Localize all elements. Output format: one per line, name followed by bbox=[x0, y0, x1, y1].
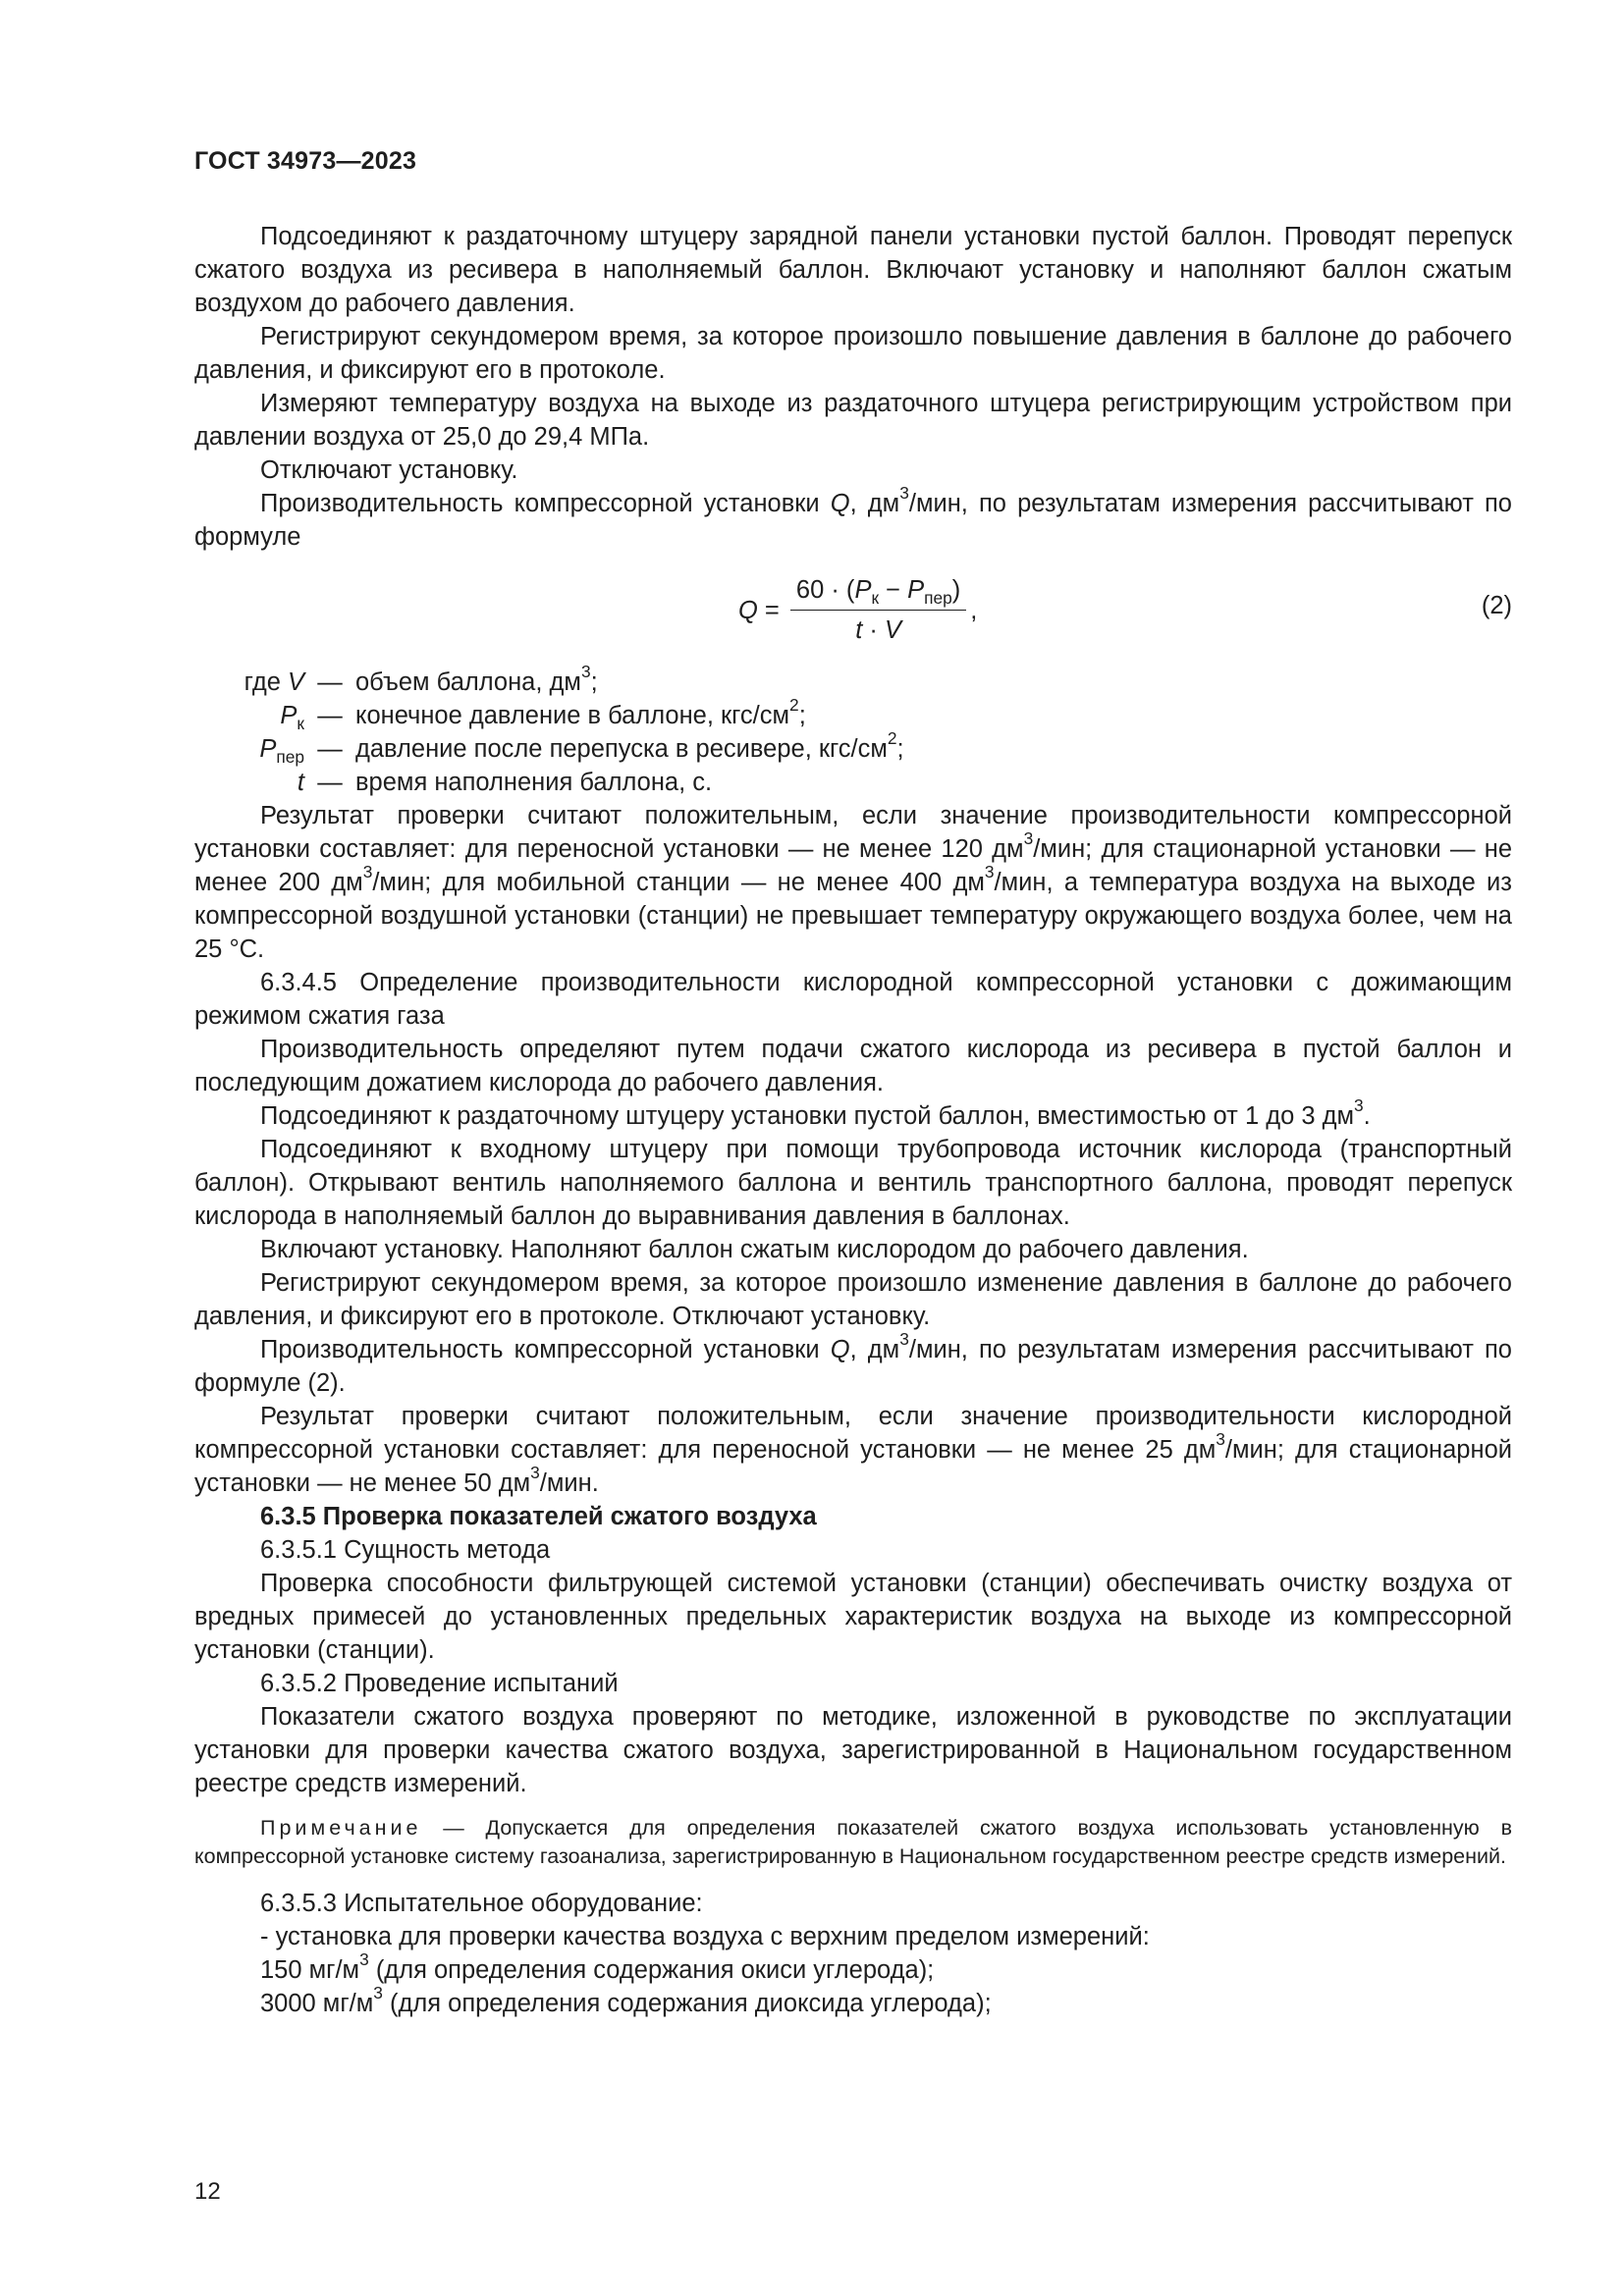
result-air-paragraph: Результат проверки считают положительным, если значение производительности компрессорной установки составляет: для переносной установки — не менее 120 $дм^3$/мин; для стационарной установки — не менее 200 $дм^3$/мин; для мобильной станции — не менее 400 $дм^3$/мин, а температура воздуха на выходе из компрессорной воздушной установки (станции) не превышает температуру окружающего воздуха более, чем на 25 °C. bbox=[194, 802, 1512, 963]
list-item: - установка для проверки качества воздуха с верхним пределом измерений: bbox=[260, 1923, 1150, 1950]
definition-row: $P_{пер}$ — давление после перепуска в ресивере, кгс/$см^2$; bbox=[259, 728, 904, 768]
productivity-formula: Q = $\frac{60 \cdot (P_к - P_{пер})}{t \cdot V}$ , bbox=[738, 573, 977, 647]
section-title-6-3-5-2: 6.3.5.2 Проведение испытаний bbox=[260, 1670, 619, 1697]
formula-fraction bbox=[790, 573, 966, 647]
formula-numerator: $60 \cdot (P_к - P_{пер})$ bbox=[790, 573, 966, 611]
paragraph: Включают установку. Наполняют баллон сжатым кислородом до рабочего давления. bbox=[260, 1236, 1249, 1263]
list-item: 150 $мг/м^3$ (для определения содержания окиси углерода); bbox=[260, 1949, 935, 1984]
section-heading-6-3-5: 6.3.5 Проверка показателей сжатого воздуха bbox=[260, 1503, 817, 1530]
paragraph: Подсоединяют к раздаточному штуцеру установки пустой баллон, вместимостью от 1 до 3 $дм^3$. bbox=[260, 1095, 1371, 1130]
paragraph: Производительность компрессорной установки Q, $дм^3$/мин, по результатам измерения рассчитывают по формуле (2). bbox=[194, 1329, 1512, 1397]
formula-block bbox=[194, 560, 1512, 662]
formula-number: (2) bbox=[1481, 592, 1512, 619]
paragraph: Регистрируют секундомером время, за которое произошло изменение давления в баллоне до рабочего давления, и фиксируют его в протоколе. Отключают установку. bbox=[194, 1269, 1512, 1330]
paragraph: Показатели сжатого воздуха проверяют по методике, изложенной в руководстве по эксплуатации установки для проверки качества сжатого воздуха, зарегистрированной в Национальном государственном реестре средств измерений. bbox=[194, 1703, 1512, 1797]
section-title-6-3-4-5: 6.3.4.5 Определение производительности кислородной компрессорной установки с дожимающим режимом сжатия газа bbox=[194, 969, 1512, 1030]
formula-definitions bbox=[194, 662, 1512, 799]
list-item: 3000 $мг/м^3$ (для определения содержания диоксида углерода); bbox=[260, 1983, 992, 2017]
document-header: ГОСТ 34973—2023 bbox=[194, 147, 417, 175]
paragraph: Отключают установку. bbox=[260, 456, 518, 484]
paragraph: Производительность определяют путем подачи сжатого кислорода из ресивера в пустой баллон и последующим дожатием кислорода до рабочего давления. bbox=[194, 1036, 1512, 1096]
note-block: Примечание — Допускается для определения показателей сжатого воздуха использовать установленную в компрессорной установке систему газоанализа, зарегистрированную в Национальном государственном реестре средств измерений. bbox=[194, 1816, 1512, 1868]
document-body bbox=[194, 220, 1512, 2020]
paragraph: Измеряют температуру воздуха на выходе из раздаточного штуцера регистрирующим устройством при давлении воздуха от 25,0 до 29,4 МПа. bbox=[194, 390, 1512, 451]
paragraph: Подсоединяют к входному штуцеру при помощи трубопровода источник кислорода (транспортный баллон). Открывают вентиль наполняемого баллона и вентиль транспортного баллона, проводят перепуск кислорода в наполняемый баллон до выравнивания давления в баллонах. bbox=[194, 1136, 1512, 1230]
definition-row: t — время наполнения баллона, с. bbox=[297, 769, 713, 796]
formula-denominator: t · V bbox=[855, 616, 901, 644]
paragraph: Регистрируют секундомером время, за которое произошло повышение давления в баллоне до рабочего давления, и фиксируют его в протоколе. bbox=[194, 323, 1512, 384]
productivity-intro: Производительность компрессорной установки Q, $дм^3$/мин, по результатам измерения рассчитывают по формуле bbox=[194, 483, 1512, 551]
page-number: 12 bbox=[194, 2178, 221, 2205]
definition-row: где V — объем баллона, $дм^3$; bbox=[244, 662, 598, 696]
paragraph: Проверка способности фильтрующей системой установки (станции) обеспечивать очистку воздуха от вредных примесей до установленных предельных характеристик воздуха на выходе из компрессорной установки (станции). bbox=[194, 1570, 1512, 1664]
paragraph: Подсоединяют к раздаточному штуцеру зарядной панели установки пустой баллон. Проводят перепуск сжатого воздуха из ресивера в наполняемый баллон. Включают установку и наполняют баллон сжатым воздухом до рабочего давления. bbox=[194, 223, 1512, 317]
paragraph: Результат проверки считают положительным, если значение производительности кислородной компрессорной установки составляет: для переносной установки — не менее 25 $дм^3$/мин; для стационарной установки — не менее 50 $дм^3$/мин. bbox=[194, 1403, 1512, 1497]
section-title-6-3-5-3: 6.3.5.3 Испытательное оборудование: bbox=[260, 1890, 703, 1917]
section-title-6-3-5-1: 6.3.5.1 Сущность метода bbox=[260, 1536, 551, 1564]
note-label: Примечание bbox=[260, 1816, 422, 1840]
definition-row: $P_к$ — конечное давление в баллоне, кгс/$см^2$; bbox=[280, 695, 806, 734]
